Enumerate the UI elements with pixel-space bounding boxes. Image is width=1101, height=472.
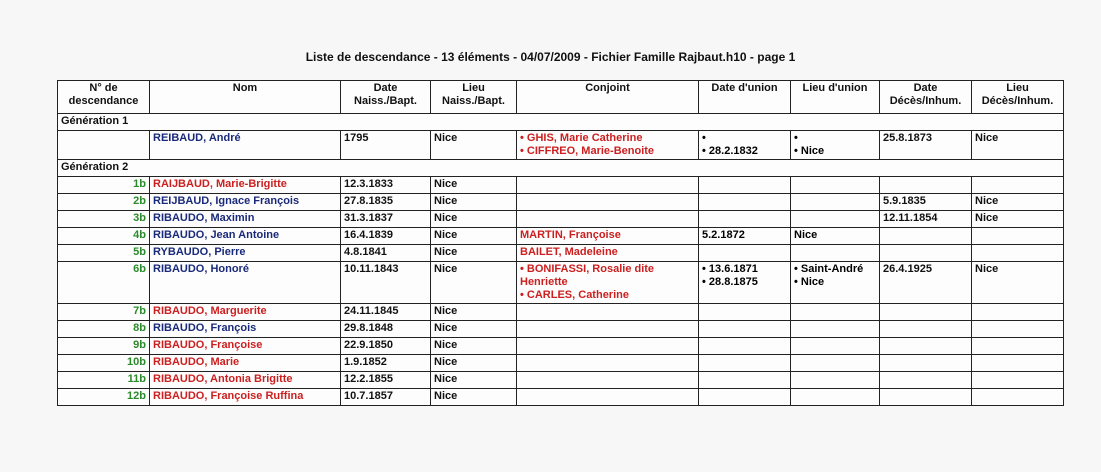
death-date xyxy=(880,304,972,321)
union-place xyxy=(791,177,880,194)
death-date xyxy=(880,338,972,355)
death-place xyxy=(972,228,1064,245)
union-date xyxy=(699,262,791,304)
spouse xyxy=(517,228,699,245)
descendant-number xyxy=(58,131,150,160)
death-place: Nice xyxy=(972,194,1064,211)
spouse-line: • CARLES, Catherine xyxy=(520,289,629,301)
birth-date: 22.9.1850 xyxy=(341,338,431,355)
spouse-line: • BONIFASSI, Rosalie dite xyxy=(520,263,655,275)
descendant-number: 3b xyxy=(58,211,150,228)
col-header-birth-date: Date Naiss./Bapt. xyxy=(341,81,431,114)
generation-row xyxy=(58,114,1064,131)
table-row xyxy=(58,372,1064,389)
birth-place: Nice xyxy=(431,389,517,406)
death-date xyxy=(880,228,972,245)
birth-place: Nice xyxy=(431,194,517,211)
birth-date: 1.9.1852 xyxy=(341,355,431,372)
spouse xyxy=(517,177,699,194)
table-row xyxy=(58,228,1064,245)
table-row xyxy=(58,355,1064,372)
table-row xyxy=(58,262,1064,304)
descendant-number: 11b xyxy=(58,372,150,389)
union-date xyxy=(699,211,791,228)
person-name: RAIJBAUD, Marie-Brigitte xyxy=(150,177,341,194)
birth-date: 12.3.1833 xyxy=(341,177,431,194)
death-place xyxy=(972,355,1064,372)
person-name: RIBAUDO, Maximin xyxy=(150,211,341,228)
death-place xyxy=(972,389,1064,406)
birth-place: Nice xyxy=(431,262,517,304)
birth-date: 12.2.1855 xyxy=(341,372,431,389)
table-row xyxy=(58,131,1064,160)
col-header-death-place: Lieu Décès/Inhum. xyxy=(972,81,1064,114)
union-date xyxy=(699,304,791,321)
table-row xyxy=(58,321,1064,338)
death-date xyxy=(880,177,972,194)
col-header-death-date: Date Décès/Inhum. xyxy=(880,81,972,114)
birth-date: 4.8.1841 xyxy=(341,245,431,262)
union-date-line: • xyxy=(702,132,706,144)
birth-place: Nice xyxy=(431,372,517,389)
descendant-number: 4b xyxy=(58,228,150,245)
union-date xyxy=(699,355,791,372)
person-name: REIBAUD, André xyxy=(150,131,341,160)
spouse-line: • GHIS, Marie Catherine xyxy=(520,132,643,144)
col-header-spouse: Conjoint xyxy=(517,81,699,114)
union-place xyxy=(791,372,880,389)
union-place xyxy=(791,321,880,338)
union-place xyxy=(791,338,880,355)
birth-place: Nice xyxy=(431,228,517,245)
death-date xyxy=(880,245,972,262)
col-header-number: N° de descendance xyxy=(58,81,150,114)
spouse-line: Henriette xyxy=(520,276,568,288)
descendant-number: 6b xyxy=(58,262,150,304)
col-header-birth-place: Lieu Naiss./Bapt. xyxy=(431,81,517,114)
spouse xyxy=(517,321,699,338)
spouse-line: • CIFFREO, Marie-Benoite xyxy=(520,145,655,157)
union-place-line: • Nice xyxy=(794,276,825,288)
union-place xyxy=(791,355,880,372)
spouse xyxy=(517,304,699,321)
spouse xyxy=(517,389,699,406)
spouse-line: MARTIN, Françoise xyxy=(520,229,621,241)
birth-date: 16.4.1839 xyxy=(341,228,431,245)
col-header-union-date: Date d'union xyxy=(699,81,791,114)
death-place xyxy=(972,372,1064,389)
union-date xyxy=(699,177,791,194)
table-row xyxy=(58,389,1064,406)
death-date: 25.8.1873 xyxy=(880,131,972,160)
birth-date: 27.8.1835 xyxy=(341,194,431,211)
birth-date: 10.11.1843 xyxy=(341,262,431,304)
death-place xyxy=(972,321,1064,338)
union-date xyxy=(699,338,791,355)
union-place-line: Nice xyxy=(794,229,818,241)
death-date xyxy=(880,389,972,406)
death-place xyxy=(972,177,1064,194)
union-place xyxy=(791,245,880,262)
union-place xyxy=(791,262,880,304)
union-date xyxy=(699,245,791,262)
birth-place: Nice xyxy=(431,211,517,228)
descendant-number: 9b xyxy=(58,338,150,355)
birth-date: 1795 xyxy=(341,131,431,160)
union-place-line: • Saint-André xyxy=(794,263,864,275)
spouse xyxy=(517,194,699,211)
person-name: RIBAUDO, Marguerite xyxy=(150,304,341,321)
death-place xyxy=(972,304,1064,321)
person-name: RIBAUDO, Françoise Ruffina xyxy=(150,389,341,406)
generation-label: Génération 1 xyxy=(58,114,1064,131)
table-row xyxy=(58,304,1064,321)
spouse xyxy=(517,338,699,355)
union-date xyxy=(699,389,791,406)
header-row xyxy=(58,81,1064,114)
table-row xyxy=(58,338,1064,355)
birth-place: Nice xyxy=(431,338,517,355)
death-date: 26.4.1925 xyxy=(880,262,972,304)
spouse xyxy=(517,131,699,160)
spouse xyxy=(517,355,699,372)
death-date xyxy=(880,321,972,338)
table-row xyxy=(58,211,1064,228)
death-date xyxy=(880,372,972,389)
person-name: RIBAUDO, Jean Antoine xyxy=(150,228,341,245)
descendant-number: 8b xyxy=(58,321,150,338)
death-place xyxy=(972,245,1064,262)
person-name: RIBAUDO, Françoise xyxy=(150,338,341,355)
birth-date: 31.3.1837 xyxy=(341,211,431,228)
person-name: RIBAUDO, Antonia Brigitte xyxy=(150,372,341,389)
table-row xyxy=(58,245,1064,262)
union-date xyxy=(699,372,791,389)
descendant-number: 7b xyxy=(58,304,150,321)
spouse xyxy=(517,211,699,228)
birth-place: Nice xyxy=(431,177,517,194)
descendant-number: 10b xyxy=(58,355,150,372)
union-place-line: • xyxy=(794,132,798,144)
union-date xyxy=(699,194,791,211)
birth-place: Nice xyxy=(431,355,517,372)
birth-date: 10.7.1857 xyxy=(341,389,431,406)
birth-date: 29.8.1848 xyxy=(341,321,431,338)
descendants-table xyxy=(57,80,1064,406)
spouse xyxy=(517,245,699,262)
col-header-union-place: Lieu d'union xyxy=(791,81,880,114)
death-date xyxy=(880,355,972,372)
descendant-number: 12b xyxy=(58,389,150,406)
death-place xyxy=(972,338,1064,355)
union-date xyxy=(699,131,791,160)
union-date-line: 5.2.1872 xyxy=(702,229,745,241)
birth-date: 24.11.1845 xyxy=(341,304,431,321)
union-place xyxy=(791,228,880,245)
union-date xyxy=(699,321,791,338)
spouse xyxy=(517,372,699,389)
birth-place: Nice xyxy=(431,321,517,338)
descendant-number: 1b xyxy=(58,177,150,194)
death-place: Nice xyxy=(972,131,1064,160)
person-name: RIBAUDO, Honoré xyxy=(150,262,341,304)
generation-row xyxy=(58,160,1064,177)
birth-place: Nice xyxy=(431,245,517,262)
death-date: 5.9.1835 xyxy=(880,194,972,211)
person-name: RIBAUDO, Marie xyxy=(150,355,341,372)
union-date-line: • 28.8.1875 xyxy=(702,276,758,288)
death-date: 12.11.1854 xyxy=(880,211,972,228)
col-header-name: Nom xyxy=(150,81,341,114)
table-row xyxy=(58,194,1064,211)
death-place: Nice xyxy=(972,211,1064,228)
person-name: REIJBAUD, Ignace François xyxy=(150,194,341,211)
birth-place: Nice xyxy=(431,304,517,321)
union-date xyxy=(699,228,791,245)
death-place: Nice xyxy=(972,262,1064,304)
union-place xyxy=(791,194,880,211)
union-date-line: • 13.6.1871 xyxy=(702,263,758,275)
page-title: Liste de descendance - 13 éléments - 04/07/2009 - Fichier Famille Rajbaut.h10 - page 1 xyxy=(305,50,796,64)
spouse-line: BAILET, Madeleine xyxy=(520,246,618,258)
birth-place: Nice xyxy=(431,131,517,160)
union-place-line: • Nice xyxy=(794,145,825,157)
generation-label: Génération 2 xyxy=(58,160,1064,177)
union-place xyxy=(791,304,880,321)
union-date-line: • 28.2.1832 xyxy=(702,145,758,157)
union-place xyxy=(791,131,880,160)
descendant-number: 2b xyxy=(58,194,150,211)
person-name: RYBAUDO, Pierre xyxy=(150,245,341,262)
spouse xyxy=(517,262,699,304)
table-row xyxy=(58,177,1064,194)
union-place xyxy=(791,211,880,228)
person-name: RIBAUDO, François xyxy=(150,321,341,338)
descendant-number: 5b xyxy=(58,245,150,262)
union-place xyxy=(791,389,880,406)
